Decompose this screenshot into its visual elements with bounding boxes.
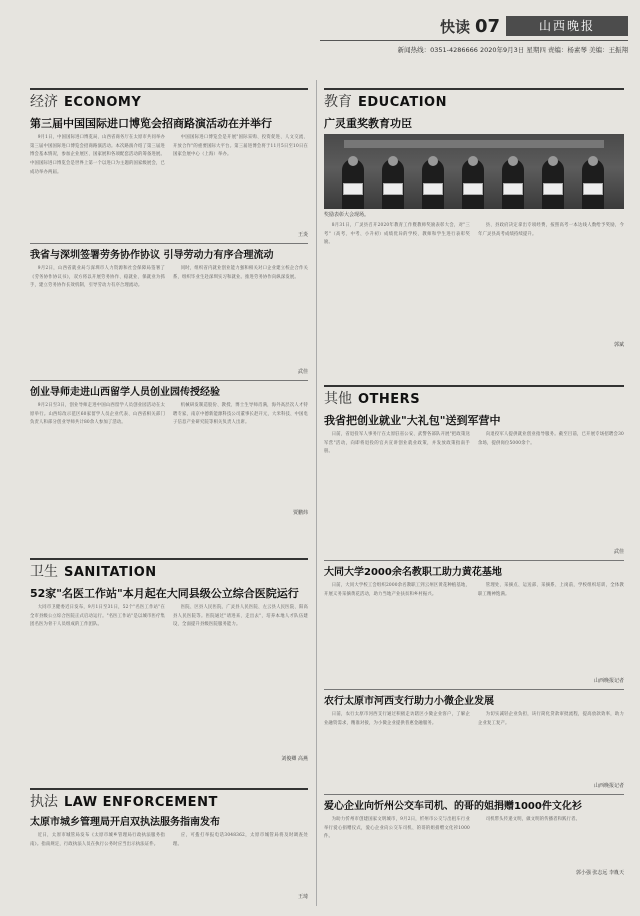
article-text: 医院、区县人民医院、广灵县人民医院、左云县人民医院、阳高县人民医院等。医院通过"请进来、走出去"，培养本地人才队伍建设，全面提升县级医院服务能力。 <box>173 605 308 628</box>
article-text: 9月2日至3日，创业导师走进中国山西留学人员创业园活动在太原举行。山西综改示范区60家留学人员企业代表、山西省相关部门负责人和部分创业导师共计80余人参加了活动。 <box>30 403 165 426</box>
article-body <box>324 431 624 547</box>
divider <box>324 560 624 561</box>
award-board <box>423 183 443 195</box>
section-en: LAW ENFORCEMENT <box>64 795 218 810</box>
section-cn: 教育 <box>324 94 352 110</box>
paper-brand <box>440 15 628 37</box>
section-head-law <box>30 788 308 811</box>
article-text: 中国国际进口博览会是开展"国际采购、投资促进、人文交流、开放合作"的重要国际大平台。第三届进博会将于11月5日至10日在国家会展中心（上海）举办。 <box>173 135 308 158</box>
article-text: 应，可拨打举报电话3048362，太原市城管局将及时调查处理。 <box>173 833 308 847</box>
article-body <box>324 222 624 340</box>
article-text: 为切实减轻企业负担，该行简化贷款审批流程，提高放款效率，助力企业复工复产。 <box>478 712 624 726</box>
article-body <box>324 816 624 868</box>
stage-banner <box>344 140 604 148</box>
article-headline[interactable]: 我省与深圳签署劳务协作协议 引导劳动力有序合理流动 <box>30 250 274 262</box>
masthead <box>0 0 640 80</box>
byline: 山西晚报记者 <box>593 783 624 790</box>
byline: 刘俊卿 高燕 <box>281 756 308 763</box>
section-head-sanitation <box>30 558 308 581</box>
article-text: 管理处、采摘点、运送部、采摘系、上岗前，学校组织培训，全体教职工精神饱满。 <box>478 583 624 597</box>
article-text: 向退役军人提供就业创业指导服务。截至目前，已开展专场招聘会30余场，提供岗位5000余个。 <box>478 432 624 446</box>
article-headline[interactable]: 大同大学2000余名教职工助力黄花基地 <box>324 567 502 579</box>
article-text: 县、县政府决定拿出专项经费，按照高考一本达线人数给予奖励，今年广灵县高考成绩持续提升。 <box>478 223 624 237</box>
section-en: EDUCATION <box>358 95 447 110</box>
award-board <box>543 183 563 195</box>
article-text: 同时，组织省内就业创业能力强和相关对口企业建立校企合作关系，组织毕业生赴深圳实习和就业。推进劳务协作向纵深发展。 <box>173 266 308 280</box>
section-head-education <box>324 88 624 111</box>
article-text: 日前，大同大学校工会组织2000余名教职工到云州区黄花种植基地，开展义务采摘黄花活动，助力当地产业扶贫和乡村振兴。 <box>324 583 470 597</box>
column-divider <box>316 80 317 906</box>
article-headline[interactable]: 创业导师走进山西留学人员创业园传授经验 <box>30 387 220 399</box>
byline: 王炎 <box>297 232 308 239</box>
divider <box>324 689 624 690</box>
section-cn: 经济 <box>30 94 58 110</box>
article-body <box>30 402 308 508</box>
article-headline[interactable]: 农行太原市河西支行助力小微企业发展 <box>324 696 494 708</box>
law-section <box>30 788 308 908</box>
article-body <box>324 711 624 781</box>
byline: 贾鹏炜 <box>292 510 308 517</box>
article-body <box>30 604 308 754</box>
section-label: 快读 <box>440 17 471 36</box>
article-headline[interactable]: 广灵重奖教育功臣 <box>324 117 412 130</box>
article-text: 机械研发制造股份、教授、博士生导师肖满，海外高层次人才特聘专家，南京中德新能源科技公司董事长赵开元，大米科技、中国电子信息产业研究院等相关负责人出席。 <box>173 403 308 426</box>
paper-logo: 山西晚报 <box>506 16 628 36</box>
article-headline[interactable]: 我省把创业就业"大礼包"送到军营中 <box>324 414 501 427</box>
article-body <box>324 582 624 676</box>
divider <box>324 794 624 795</box>
award-board <box>503 183 523 195</box>
article-text: 近日，太原市城管局发布《太原市城乡管理局行政执法服务指南》。指南规定，行政执法人员在执行公务时应当出示执法证件。 <box>30 833 165 847</box>
section-cn: 卫生 <box>30 564 58 580</box>
article-text: 9月1日，中国国际进口博览局、山西省商务厅在太原市共同举办第三届中国国际进口博览会招商路演活动。本次路演介绍了第三届进博会基本情况，参加企业展区、国家展和各项配套活动的筹备进展。中国国际进口博览会是世界上第一个以进口为主题的国家级展会，已成功举办两届。 <box>30 135 165 175</box>
award-board <box>463 183 483 195</box>
award-board <box>343 183 363 195</box>
article-text: 8月31日，广灵县召开2020年教育工作暨教师奖励表彰大会，对"三考"（高考、中考、小升初）成绩优异的学校、教师和学生进行表彰奖励。 <box>324 223 470 246</box>
article-text: 为助力忻州市创建国家文明城市，9月2日，忻州市公交与出租车行业举行爱心捐赠仪式，爱心企业向公交车司机、的哥的姐捐赠文化衫1000件。 <box>324 817 470 840</box>
byline: 郭斌 <box>613 342 624 349</box>
article-text: 日前，省退役军人事务厅在太原驻省公安、武警各部队开展"把政策送军营"活动，向即将退役的官兵宣讲创业就业政策，并发放政策指南手册。 <box>324 432 470 455</box>
article-text: 司机带头传递文明，做文明的传播者和践行者。 <box>485 817 581 823</box>
award-board <box>583 183 603 195</box>
page-number: 07 <box>475 15 501 37</box>
economy-section <box>30 88 308 550</box>
sanitation-section <box>30 558 308 778</box>
article-text: 大同市卫健委近日发布，9月1日至31日，52个"名医工作站"在全市县级公立综合医院正式启动运行。"名医工作站"是以城市医疗集团名医为骨干人员组成的工作团队。 <box>30 605 165 628</box>
byline: 王琦 <box>297 894 308 900</box>
section-en: OTHERS <box>358 392 421 407</box>
dateline: 新闻热线：0351-4286666 2020年9月3日 星期四 责编：杨素琴 美编：王振翔 <box>397 46 628 54</box>
award-ceremony-photo <box>324 134 624 209</box>
article-headline[interactable]: 52家"名医工作站"本月起在大同县级公立综合医院运行 <box>30 587 299 600</box>
article-body <box>30 832 308 892</box>
section-cn: 执法 <box>30 794 58 810</box>
byline: 武佳 <box>297 369 308 376</box>
divider <box>30 380 308 381</box>
section-head-others <box>324 385 624 408</box>
header-rule <box>320 40 628 41</box>
byline: 山西晚报记者 <box>593 678 624 685</box>
section-en: SANITATION <box>64 565 157 580</box>
section-head-economy <box>30 88 308 111</box>
education-section <box>324 88 624 363</box>
section-en: ECONOMY <box>64 95 142 110</box>
award-board <box>383 183 403 195</box>
byline: 郭小强 张志远 李胤天 <box>575 870 624 877</box>
section-cn: 其他 <box>324 391 352 407</box>
article-headline[interactable]: 第三届中国国际进口博览会招商路演活动在并举行 <box>30 117 272 130</box>
article-body <box>30 265 308 367</box>
photo-caption: 奖励表彰大会现场。 <box>324 212 370 219</box>
article-headline[interactable]: 太原市城乡管理局开启双执法服务指南发布 <box>30 817 220 828</box>
divider <box>30 243 308 244</box>
byline: 武佳 <box>613 549 624 556</box>
article-headline[interactable]: 爱心企业向忻州公交车司机、的哥的姐捐赠1000件文化衫 <box>324 801 582 813</box>
article-body <box>30 134 308 230</box>
others-section <box>324 385 624 909</box>
article-text: 日前，农行太原市河西支行通过积极走访辖区小微企业客户，了解企业融资需求，精准对接，为小微企业提供普惠金融服务。 <box>324 712 470 726</box>
article-text: 9月2日，山西省就业局与深圳市人力资源和社会保障局签署了《劳务协作协议书》，双方将以开展劳务协作、稳就业、保就业为抓手，建立劳务协作长效机制，引导劳动力有序合理流动。 <box>30 266 165 289</box>
